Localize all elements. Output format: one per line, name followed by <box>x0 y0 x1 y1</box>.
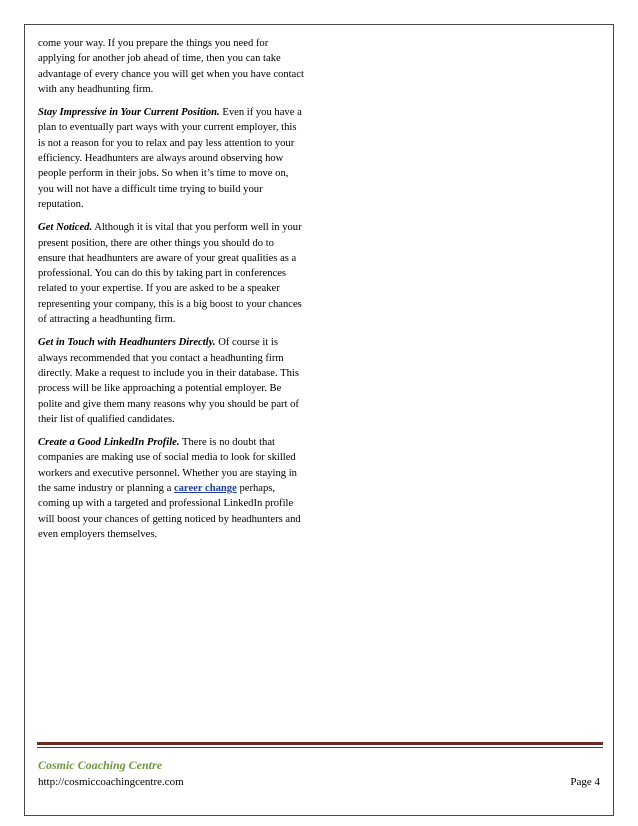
section-text: Although it is vital that you perform well in your present position, there are other things you should do to ensure that headhunters are aware of your great qualities as a professional. You can do this by taking part in conferences related to your expertise. If you are asked to be a speaker representing your company, this is a big boost to your chances of attracting a headhunting firm. <box>38 222 302 326</box>
section-get-noticed <box>38 220 304 327</box>
section-text-before-link: There is no doubt that companies are making use of social media to look for skilled workers and executive personnel. Whether you are staying in the same industry or planning a <box>38 437 297 495</box>
intro-paragraph <box>38 36 304 97</box>
footer-divider-thick <box>37 742 603 745</box>
footer-url: http://cosmiccoachingcentre.com <box>38 776 184 788</box>
section-contact-headhunters <box>38 335 304 427</box>
section-heading: Get Noticed. <box>38 222 93 234</box>
career-change-link[interactable]: career change <box>173 483 237 495</box>
footer-brand: Cosmic Coaching Centre <box>38 758 163 772</box>
section-heading: Stay Impressive in Your Current Position. <box>38 107 220 119</box>
footer-divider-thin <box>37 747 603 748</box>
section-linkedin-profile <box>38 435 304 542</box>
section-heading: Get in Touch with Headhunters Directly. <box>38 337 216 349</box>
section-text: Of course it is always recommended that you contact a headhunting firm directly. Make a request to include you in their database. This process will be like approaching a potential employer. Be polite and give them many reasons why you should be part of their list of qualified candidates. <box>38 337 299 425</box>
section-heading: Create a Good LinkedIn Profile. <box>38 437 180 449</box>
section-current-position <box>38 105 304 212</box>
section-text: Even if you have a plan to eventually part ways with your current employer, this is not a reason for you to relax and pay less attention to your efficiency. Headhunters are always around observing how people perform in their jobs. So when it’s time to move on, you will not have a difficult time trying to build your reputation. <box>38 107 302 210</box>
page-number: Page 4 <box>570 776 600 788</box>
article-column <box>38 36 304 550</box>
intro-text: come your way. If you prepare the things you need for applying for another job ahead of time, then you can take advantage of every chance you will get when you have contact with any headhunting firm. <box>38 38 304 95</box>
section-text-after-link: perhaps, coming up with a targeted and professional LinkedIn profile will boost your chances of getting noticed by headhunters and even employers themselves. <box>38 483 301 540</box>
